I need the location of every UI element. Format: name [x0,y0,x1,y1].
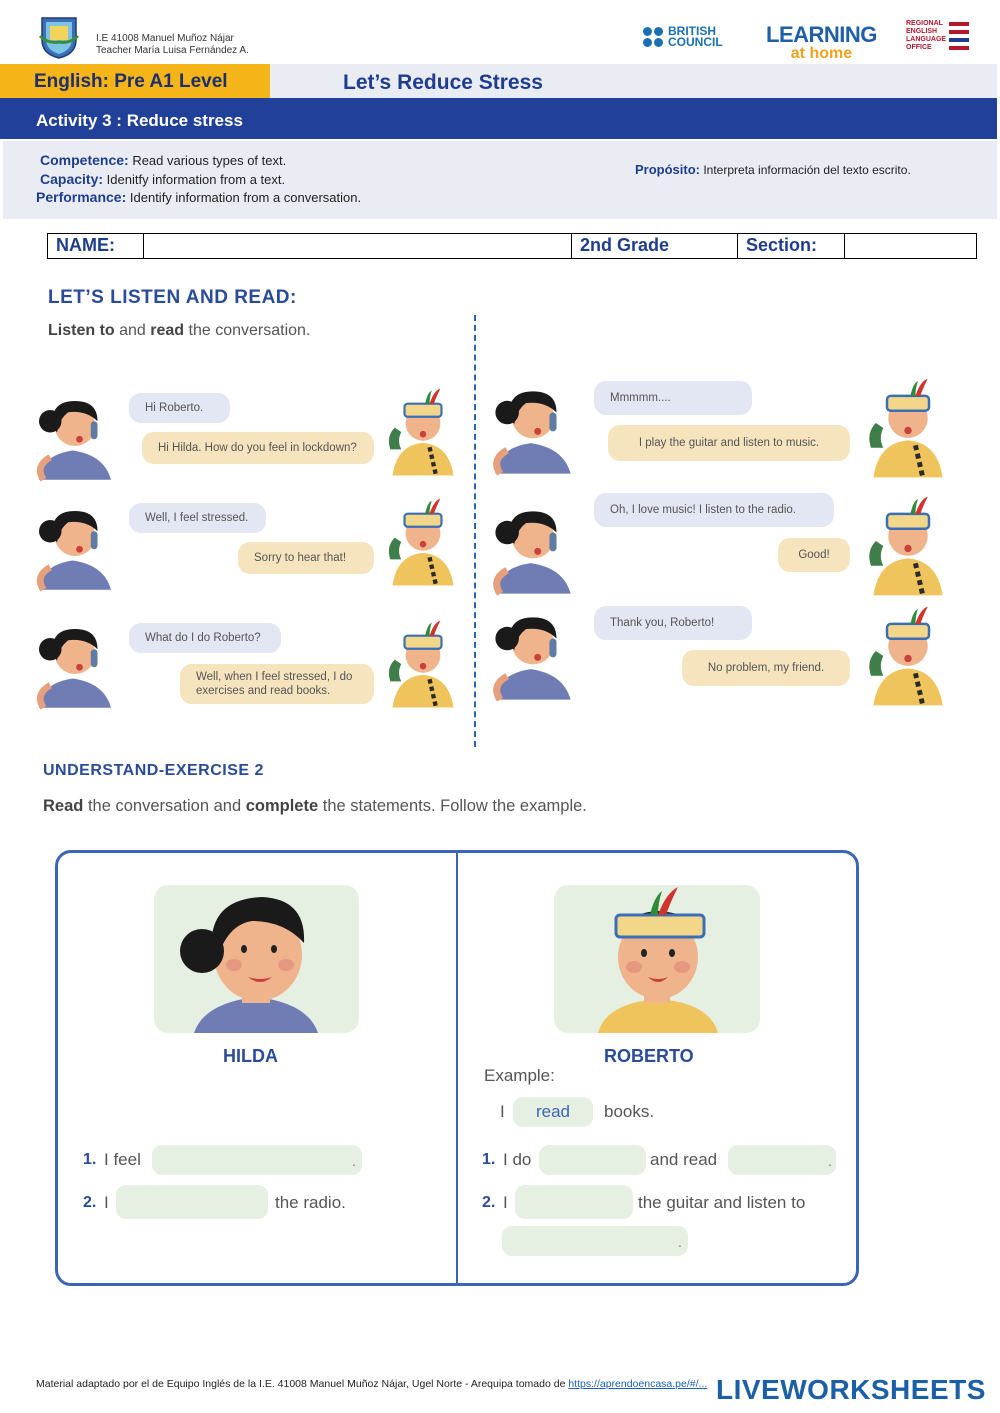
roberto-item1-answer2-input[interactable] [728,1145,836,1175]
level-label: English: Pre A1 Level [34,71,228,92]
roberto-phone-illustration [866,376,950,480]
roberto-phone-illustration [386,614,460,714]
hilda-name-label: HILDA [223,1046,278,1066]
hilda-phone-illustration [488,382,578,476]
footer-text: Material adaptado por el de Equipo Inglés de la I.E. 41008 Manuel Muñoz Nájar, Ugel Norte - Arequipa tomado de [36,1378,566,1390]
instr-bold: Listen to [48,322,115,339]
capacity-text: Idenitfy information from a text. [106,172,286,187]
name-label: NAME: [48,234,144,258]
speech-bubble-hilda: What do I do Roberto? [129,623,281,653]
speech-bubble-roberto: Hi Hilda. How do you feel in lockdown? [142,432,374,464]
footer-link[interactable]: https://aprendoencasa.pe/#/... [568,1378,708,1390]
roberto-name-label: ROBERTO [604,1046,694,1066]
lah-learning: LEARNING [766,22,877,47]
example-answer: read [535,1102,571,1121]
page-title: Let’s Reduce Stress [343,71,543,94]
hilda-portrait [154,885,359,1033]
roberto-item1-post: . [828,1153,832,1169]
roberto-item2-mid: the guitar and listen to [638,1193,806,1212]
hilda-item1-answer-input[interactable] [152,1145,362,1175]
instr-text: and [114,322,151,339]
hilda-item2-pre: I [104,1193,109,1212]
bc-line1: BRITISH [668,24,716,38]
school-info [96,33,249,57]
speech-bubble-roberto: No problem, my friend. [682,650,850,686]
roberto-item2-answer1-input[interactable] [515,1185,633,1219]
speech-bubble-roberto: I play the guitar and listen to music. [608,425,850,461]
roberto-phone-illustration [386,382,460,482]
speech-bubble-hilda: Oh, I love music! I listen to the radio. [594,493,834,527]
instr-bold: Read [43,797,84,815]
item-number: 2. [482,1194,496,1211]
name-field[interactable] [144,234,572,258]
example-label: Example: [484,1066,555,1085]
item-number: 1. [482,1151,496,1168]
competence-line [40,152,286,168]
capacity-line [40,171,285,187]
speech-bubble-hilda: Thank you, Roberto! [594,606,752,640]
example-answer-box [513,1097,593,1127]
footer-credit [36,1378,707,1390]
exercise-instruction [43,797,587,816]
speech-bubble-roberto: Good! [778,538,850,572]
hilda-item2-answer-input[interactable] [116,1185,268,1219]
dashed-divider [474,315,476,747]
hilda-phone-illustration [488,502,578,596]
learning-at-home-logo [766,24,877,62]
roberto-phone-illustration [866,604,950,708]
name-table [47,233,977,259]
roberto-phone-illustration [866,494,950,598]
liveworksheets-brand[interactable]: LIVEWORKSHEETS [716,1374,986,1405]
instr-bold: read [150,322,185,339]
hilda-phone-illustration [30,620,120,710]
listen-instruction [48,322,310,340]
proposito-text: Interpreta información del texto escrito. [703,163,911,177]
item-number: 2. [83,1194,97,1211]
example-pre: I [500,1102,505,1121]
flag-stripes-icon [949,20,969,52]
proposito-line [635,162,911,177]
british-council-dots-icon [642,26,664,48]
speech-bubble-hilda: Hi Roberto. [129,393,230,423]
relo-line: LANGUAGE [906,36,947,43]
exercise-divider [456,852,458,1284]
item-number: 1. [83,1151,97,1168]
proposito-label: Propósito: [635,162,700,177]
hilda-item1-post: . [352,1153,356,1169]
relo-line: REGIONAL [906,20,943,27]
british-council-logo [642,26,723,48]
speech-bubble-hilda: Well, I feel stressed. [129,503,266,533]
roberto-item2-answer2-input[interactable] [502,1226,688,1256]
activity-title: Activity 3 : Reduce stress [36,111,243,130]
speech-bubble-roberto: Well, when I feel stressed, I do exercises and read books. [180,664,374,704]
hilda-item1-pre: I feel [104,1150,141,1169]
section-label: Section: [738,234,845,258]
listen-heading: LET’S LISTEN AND READ: [48,287,297,308]
exercise-heading: UNDERSTAND-EXERCISE 2 [43,762,264,779]
roberto-portrait [554,885,760,1033]
competence-text: Read various types of text. [132,153,287,168]
performance-line [36,189,361,205]
speech-bubble-roberto: Sorry to hear that! [238,542,374,574]
school-crest-logo [36,14,82,60]
instr-text: the statements. Follow the example. [318,797,587,815]
example-post: books. [604,1102,655,1121]
roberto-item2-pre: I [503,1193,508,1212]
lah-at-home: at home [790,45,853,62]
performance-text: Identify information from a conversation. [129,190,362,205]
speech-bubble-hilda: Mmmmm.... [594,381,752,415]
hilda-phone-illustration [30,502,120,592]
roberto-phone-illustration [386,492,460,592]
roberto-item2-post: . [678,1234,682,1250]
hilda-item2-post: the radio. [275,1193,346,1212]
hilda-phone-illustration [30,392,120,482]
bc-line2: COUNCIL [668,35,723,49]
roberto-item1-mid: and read [650,1150,718,1169]
relo-line: OFFICE [906,44,932,51]
capacity-label: Capacity: [40,171,104,187]
relo-line: ENGLISH [906,28,938,35]
hilda-face-icon [154,885,359,1033]
performance-label: Performance: [36,189,127,205]
teacher-name: Teacher María Luisa Fernández A. [96,45,249,56]
instr-text: the conversation and [83,797,246,815]
roberto-item1-answer1-input[interactable] [539,1145,646,1175]
grade-label: 2nd Grade [572,234,738,258]
instr-bold: complete [245,797,319,815]
competence-label: Competence: [40,152,129,168]
relo-logo [906,20,969,52]
roberto-item1-pre: I do [503,1150,532,1169]
instr-text: the conversation. [184,322,311,339]
hilda-phone-illustration [488,608,578,702]
section-field[interactable] [845,234,976,258]
roberto-face-icon [554,885,760,1033]
school-name: I.E 41008 Manuel Muñoz Nájar [96,33,234,44]
